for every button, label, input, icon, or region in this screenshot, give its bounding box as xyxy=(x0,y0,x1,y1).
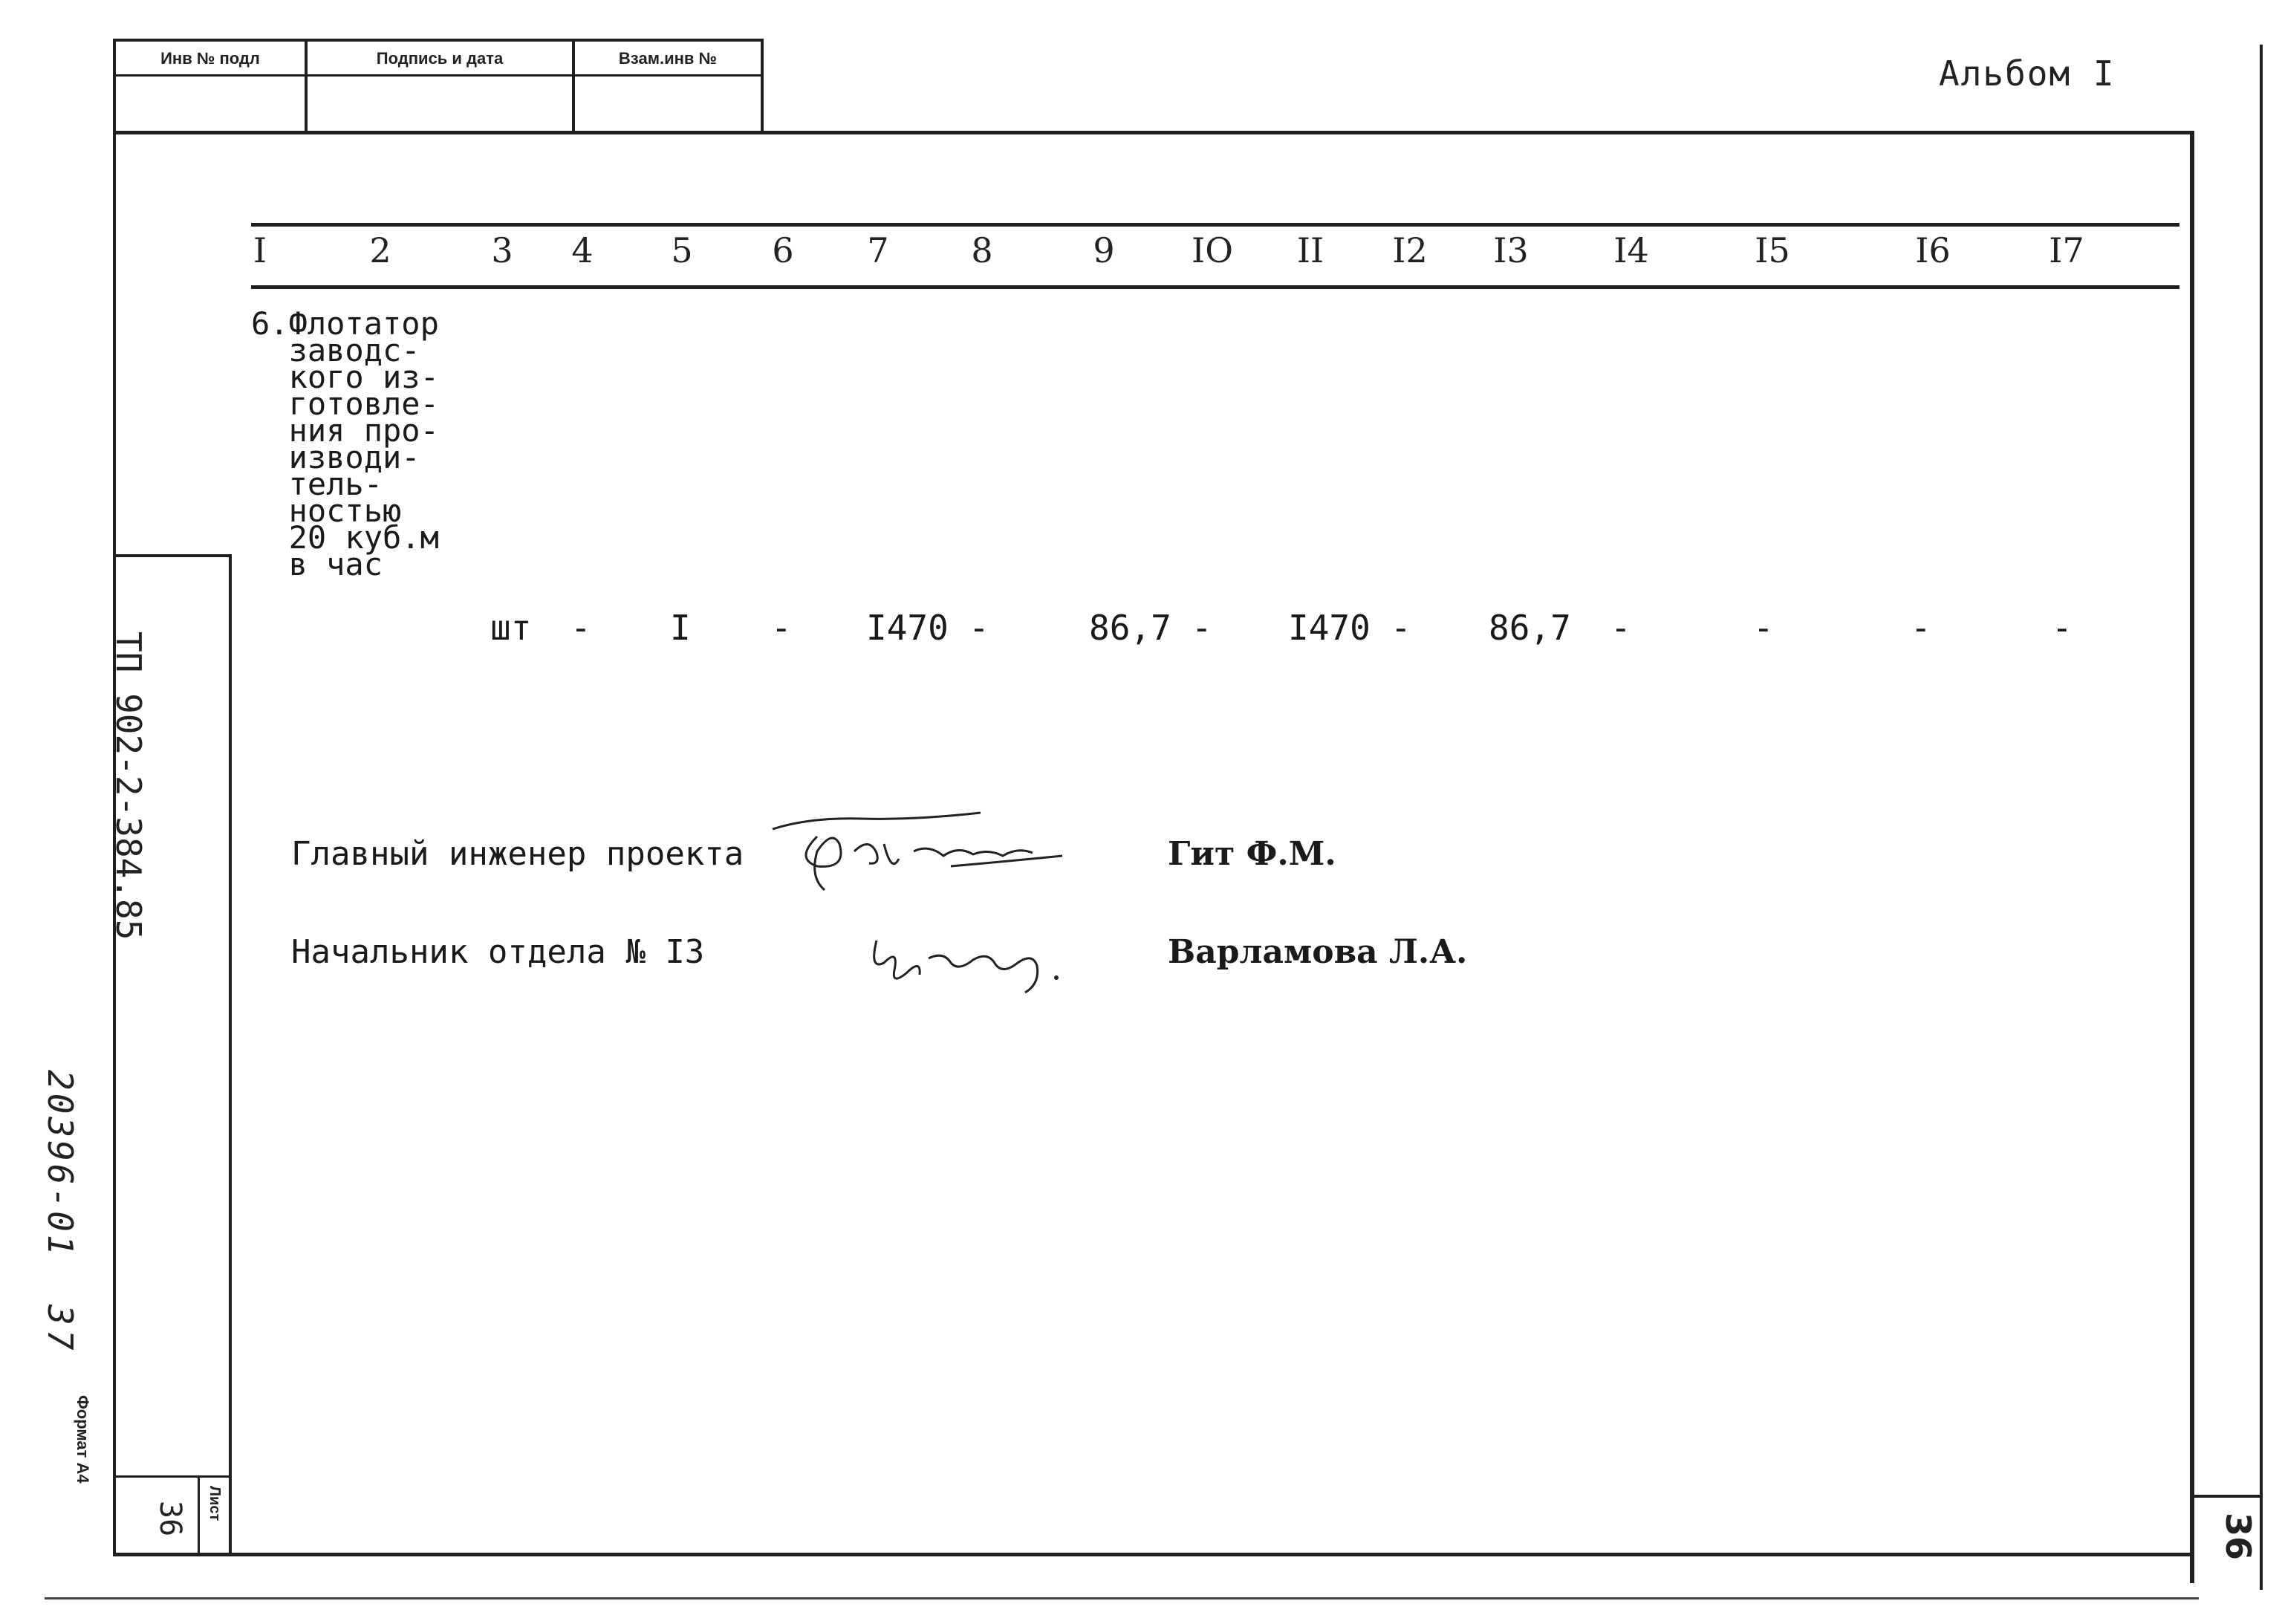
side-sheet-label: Лист xyxy=(207,1486,223,1521)
item-value: I470 xyxy=(1288,608,1371,648)
side-sheet-top xyxy=(113,1475,232,1478)
item-unit: шт xyxy=(490,608,532,648)
column-number: 8 xyxy=(971,230,993,270)
column-number: I7 xyxy=(2049,230,2084,270)
stamp-vzam-inv: Взам.инв № xyxy=(618,49,718,68)
stamp-right-border xyxy=(761,39,764,134)
item-value: I470 xyxy=(866,608,949,648)
side-doc-code: ТП 902-2-384.85 xyxy=(108,631,149,941)
stamp-inv-podl: Инв № подл xyxy=(160,49,260,68)
frame-bottom xyxy=(113,1553,2193,1556)
stamp-podpis-data: Подпись и дата xyxy=(376,49,504,68)
stamp-top-border xyxy=(113,39,764,42)
column-number: 3 xyxy=(491,230,513,270)
item-value: - xyxy=(969,608,989,648)
archive-page: 37 xyxy=(40,1305,80,1355)
item-value: - xyxy=(771,608,792,648)
album-title: Альбом I xyxy=(1939,53,2116,94)
item-value: - xyxy=(570,608,591,648)
dept-head-label: Начальник отдела № I3 xyxy=(291,933,705,971)
column-number: I3 xyxy=(1493,230,1529,270)
dept-head-name: Варламова Л.А. xyxy=(1168,933,1468,971)
table-header-top xyxy=(251,223,2179,227)
item-value: I xyxy=(670,608,691,648)
page-number: 36 xyxy=(2218,1513,2258,1561)
chief-engineer-name: Гит Ф.М. xyxy=(1168,835,1336,873)
item-value: - xyxy=(1610,608,1631,648)
column-number: I4 xyxy=(1613,230,1649,270)
column-number: 6 xyxy=(772,230,794,270)
format-label: Формат А4 xyxy=(74,1395,92,1484)
stamp-mid-border xyxy=(113,74,764,77)
item-value: 86,7 xyxy=(1089,608,1171,648)
page-outer-right xyxy=(2260,45,2263,1590)
item-value: 86,7 xyxy=(1489,608,1571,648)
column-number: I xyxy=(253,230,267,270)
column-number: I6 xyxy=(1915,230,1951,270)
item-value: - xyxy=(1192,608,1212,648)
column-number: I2 xyxy=(1392,230,1428,270)
frame-top xyxy=(113,131,2193,134)
item-value: - xyxy=(1391,608,1411,648)
bottom-rule xyxy=(45,1597,2199,1599)
column-number: 9 xyxy=(1093,230,1115,270)
item-value: - xyxy=(1911,608,1931,648)
side-strip-right xyxy=(229,554,232,1554)
column-number: 7 xyxy=(867,230,889,270)
chief-engineer-label: Главный инженер проекта xyxy=(291,835,744,873)
column-number: 5 xyxy=(671,230,693,270)
table-header-bottom xyxy=(251,285,2179,289)
column-number: 2 xyxy=(369,230,391,270)
side-strip-top xyxy=(113,554,232,557)
column-number: II xyxy=(1296,230,1324,270)
item-value: - xyxy=(2052,608,2073,648)
column-number: 4 xyxy=(571,230,594,270)
dept-head-signature xyxy=(862,918,1077,1000)
page-box-top xyxy=(2193,1495,2263,1498)
side-sheet-number: 36 xyxy=(153,1501,187,1537)
side-sheet-divider xyxy=(198,1475,200,1554)
chief-engineer-signature xyxy=(765,807,1077,896)
item-description: 6.Флотатор заводс- кого из- готовле- ния про- изводи- тель- ностью 20 куб.м в час xyxy=(251,305,439,582)
column-number: IO xyxy=(1192,230,1233,270)
column-number: I5 xyxy=(1755,230,1790,270)
archive-number: 20396-01 xyxy=(40,1070,80,1258)
frame-right xyxy=(2190,131,2194,1583)
item-value: - xyxy=(1753,608,1774,648)
